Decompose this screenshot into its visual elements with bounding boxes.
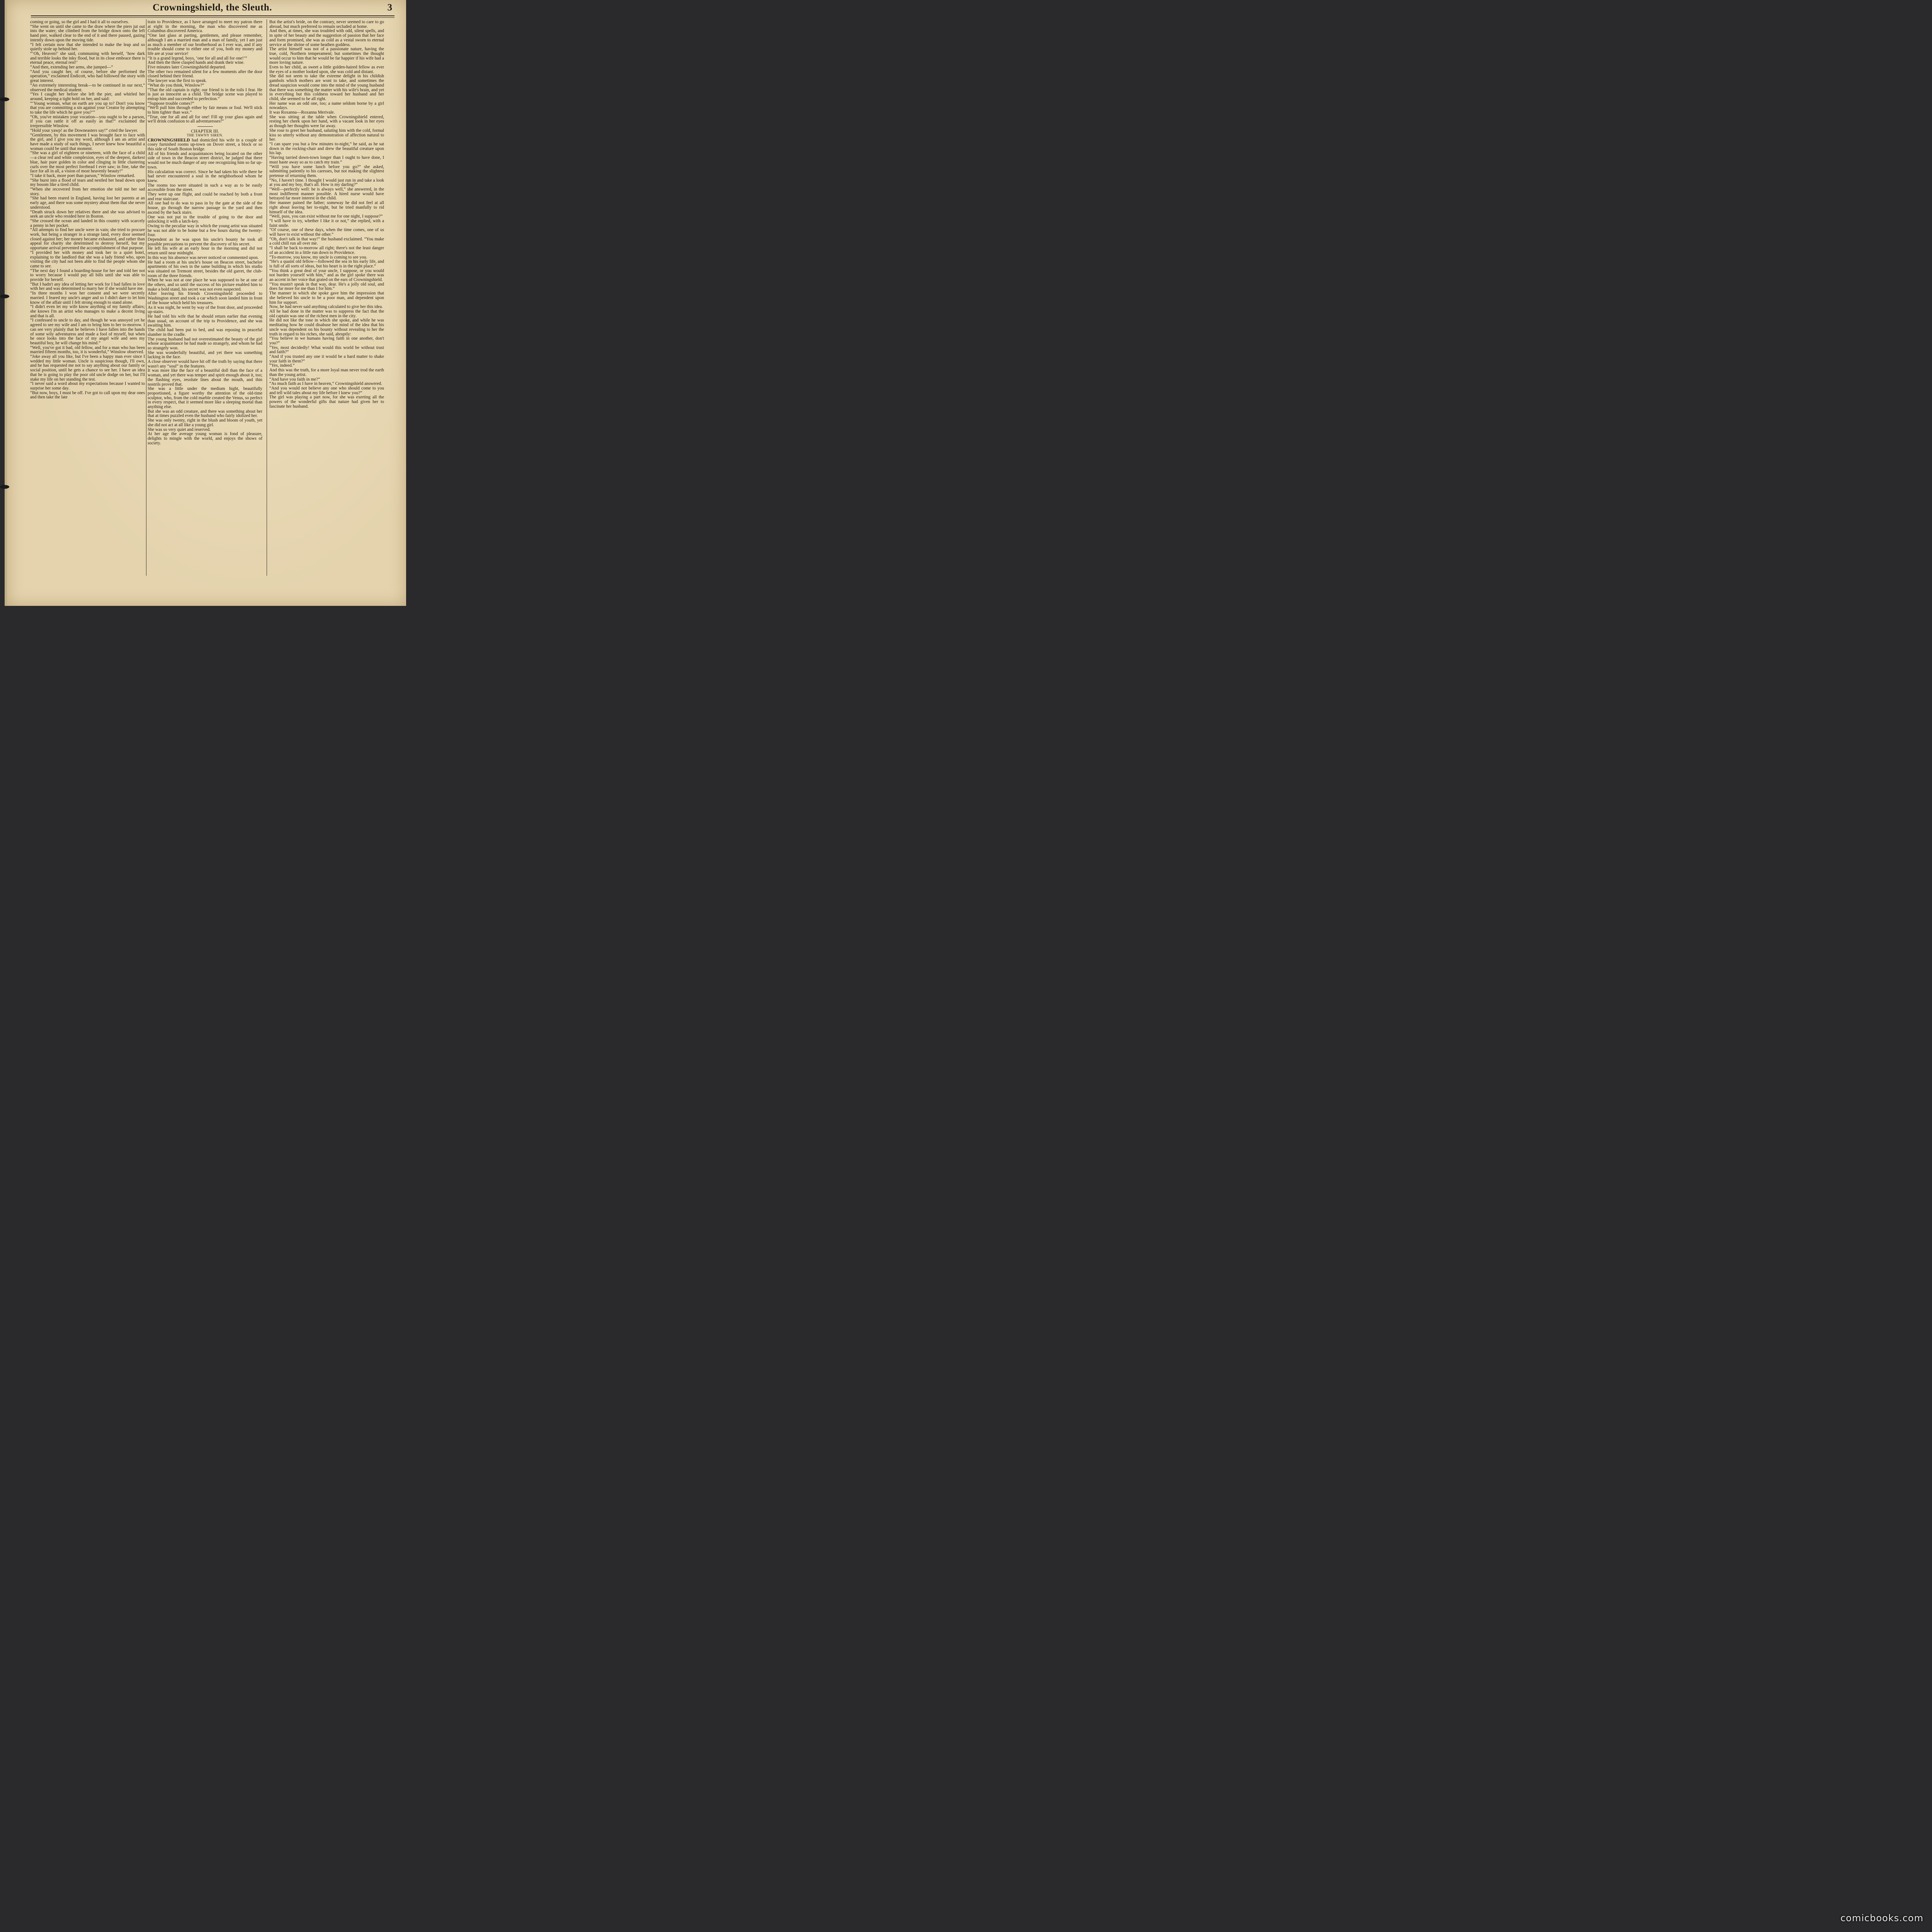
paragraph: coming or going, so the girl and I had it all to ourselves.	[30, 20, 129, 24]
paragraph: “As much faith as I have in heaven,” Crowningshield answered.	[269, 381, 382, 386]
paragraph: “Well, you've got it bad, old fellow, and for a man who has been married fifteen months, too, it is wonderful,” Winslow observed.	[30, 345, 145, 355]
paragraph: One was not put to the trouble of going to the door and unlocking it with a latch-key.	[148, 214, 262, 224]
paragraph: As it was night, he went by way of the front door, and proceeded up-stairs.	[148, 305, 262, 315]
paragraph: “She was a girl of eighteen or nineteen, with the face of a child—a clear red and white complexion, eyes of the deepest, darkest blue, hair pure golden in color and clinging in little clustering curls over the most perfect forehead I ever saw; in fine, take the face for all in all, a vision of most heavenly beauty!”	[30, 151, 145, 174]
paragraph: “Gentlemen, by this movement I was brought face to face with the girl, and I give you my word, although I am an artist and have made a study of such things, I never knew how beautiful a woman could be until that moment.	[30, 133, 145, 151]
paragraph: “And you caught her, of course, before she performed the operation,” exclaimed Endicott, who had followed the story with great interest.	[30, 69, 145, 83]
paragraph: But she was an odd creature, and there was something about her that at times puzzled even the husband who fairly idolized her.	[148, 409, 262, 418]
paragraph: And then the three clasped hands and drank their wine.	[148, 60, 245, 65]
paragraph: The lawyer was the first to speak.	[148, 78, 207, 83]
paragraph: Dependent as he was upon his uncle's bounty he took all possible precautions to prevent the discovery of his secret.	[148, 237, 262, 247]
paragraph: “Hold your yawp! as the Downeasters say!” cried the lawyer.	[30, 128, 138, 133]
paragraph: Her manner pained the father; someway he did not feel at all right about leaving her to-night, but he tried manfully to rid himself of the idea.	[269, 201, 384, 214]
paragraph: “Well—perfectly well: he is always well,” she answered, in the most indifferent manner possible. A hired nurse would have betrayed far more interest in the child.	[269, 187, 384, 201]
page-header	[30, 2, 395, 14]
paragraph: “You think a great deal of your uncle, I suppose, or you would not burden yourself with him,” and as the girl spoke there was an accent in her voice that grated on the ears of Crowningshield.	[269, 268, 384, 282]
paragraph: “Oh, don't talk in that way!” the husband exclaimed. “You make a cold chill run all over me.	[269, 236, 384, 246]
paragraph: “True, one for all and all for one! Fill up your glass again and we'll drink confusion to all adventuresses!”	[148, 114, 262, 124]
paragraph: He did not like the tone in which she spoke, and while he was meditating how he could disabuse her mind of the idea that his uncle was dependent on his bounty without revealing to her the truth in regard to his riches, she said, abruptly:	[269, 318, 384, 337]
paragraph: “‘Oh, Heaven!’ she said, communing with herself, ‘how dark and terrible looks the inky flood, but in its close embrace there is eternal peace, eternal rest!’	[30, 51, 145, 65]
paragraph: “Death struck down her relatives there and she was advised to seek an uncle who resided here in Boston.	[30, 209, 145, 219]
paragraph: “Yes, most decidedly! What would this world be without trust and faith?”	[269, 345, 384, 355]
first-paragraph-text: had domiciled his wife in a couple of cosey furnished rooms up-town on Dover street, a block or so this side of South Boston bridge.	[148, 138, 262, 151]
paragraph: Five minutes later Crowningshield departed.	[148, 65, 226, 70]
paragraph: “Joke away all you like, but I've been a happy man ever since I wedded my little woman. Uncle is suspicious though, I'll own, and he has requested me not to say anything about our family or social position, until he gets a chance to see her. I have an idea that he is going to play the poor old uncle dodge on her, but I'll stake my life on her standing the test.	[30, 354, 145, 382]
paragraph: “And you would not believe any one who should come to you and tell wild tales about my life before I knew you?”	[269, 386, 384, 395]
paragraph: Even to her child, as sweet a little golden-haired fellow as ever the eyes of a mother looked upon, she was cold and distant.	[269, 65, 384, 74]
paragraph: The artist himself was not of a passionate nature, having the true, cold, Northern temperament; but sometimes the thought would occur to him that he would be far happier if his wife had a more loving nature.	[269, 47, 384, 65]
paragraph: “‘Young woman, what on earth are you up to? Don't you know that you are committing a sin against your Creator by attempting to take the life which he gave you?’”	[30, 101, 145, 115]
paragraph: “No, I haven't time. I thought I would just run in and take a look at you and my boy, that's all. How is my darling?”	[269, 178, 384, 187]
paragraph: All of his friends and acquaintances being located on the other side of town in the Beacon street district, he judged that there would not be much danger of any one recognizing him so far up-town.	[148, 151, 262, 170]
paragraph: The manner in which she spoke gave him the impression that she believed his uncle to be a poor man, and dependent upon him for support.	[269, 291, 384, 305]
paragraph: “Will you have some lunch before you go?” she asked, submitting patiently to his caresses, but not making the slightest pretense of returning them.	[269, 164, 384, 178]
chapter-subtitle: THE TAWNY SIREN.	[187, 133, 223, 138]
paragraph: “It is a grand legend, boys, ‘one for all and all for one!’”	[148, 56, 247, 61]
paragraph: “One last glass at parting, gentlemen, and please remember, although I am a married man and a man of family, yet I am just as much a member of our brotherhood as I ever was, and if any trouble should come to either one of you, both my money and life are at your service!	[148, 33, 262, 56]
paragraph: All one had to do was to pass in by the gate at the side of the house, go through the narrow passage to the yard and then ascend by the back stairs.	[148, 201, 262, 215]
paragraph: “She went on until she came to the draw where the piers jut out into the water; she climbed from the bridge down onto the left hand pier, walked clear to the end of it and there paused, gazing intently down upon the moving tide.	[30, 24, 145, 43]
paragraph: “You believe in we humans having faith in one another, don't you?”	[269, 336, 384, 345]
paragraph: Her name was an odd one, too; a name seldom borne by a girl nowadays.	[269, 101, 384, 111]
chapter-first-paragraph	[148, 138, 262, 152]
paragraph: “She burst into a flood of tears and nestled her head down upon my bosom like a tired child.	[30, 178, 145, 187]
paragraph: She rose to greet her husband, saluting him with the cold, formal kiss so utterly without any demonstration of affection natural to her.	[269, 128, 384, 142]
paragraph: “I confessed to uncle to day, and though he was annoyed yet he agreed to see my wife and I am to bring him to her to-morrow. I can see very plainly that he believes I have fallen into the hands of some wily adventuress and made a fool of myself, but when he once looks into the face of my angel wife and sees my beautiful boy, he will change his mind.”	[30, 318, 145, 345]
paragraph: She did not seem to take the extreme delight in his childish gambols which mothers are wont to take, and sometimes the dread suspicion would come into the mind of the young husband that there was something the matter with his wife's brain, and yet in everything but this coldness toward her husband and her child, she seemed to be all right.	[269, 74, 384, 101]
binding-hole	[0, 97, 9, 101]
paragraph: “He's a quaint old fellow—followed the sea in his early life, and is full of all sorts of ideas, but his heart is in the right place.”	[269, 259, 384, 269]
paragraph: “But I hadn't any idea of letting her work for I had fallen in love with her and was determined to marry her if she would have me.	[30, 282, 145, 291]
column-3	[269, 20, 384, 573]
paragraph: “I provided her with money and took her to a quiet hotel, explaining to the landlord that she was a lady friend who, upon visiting the city had not been able to find the people whom she came to see.	[30, 250, 145, 269]
paragraph: “But now, boys, I must be off. I've got to call upon my dear ones and then take the late	[30, 390, 145, 400]
newspaper-page	[7, 0, 406, 606]
section-separator	[197, 126, 213, 127]
column-2-top	[148, 20, 262, 124]
paragraph: “I take it back, more poet than parson,” Winslow remarked.	[30, 173, 135, 178]
paragraph: He had told his wife that he should return earlier that evening than usual, on account of the trip to Providence, and she was awaiting him.	[148, 314, 262, 328]
paragraph: “Yes, indeed.”	[269, 363, 295, 368]
page-title: Crowningshield, the Sleuth.	[153, 2, 272, 13]
paragraph: When he was not at one place he was supposed to be at one of the others, and so until the success of his picture enabled him to make a bold stand, his secret was not even suspected.	[148, 278, 262, 292]
paragraph: It was more like the face of a beautiful doll than the face of a woman, and yet there was temper and spirit enough about it, too; the flashing eyes, resolute lines about the mouth, and thin nostrils proved that.	[148, 368, 262, 387]
paragraph: train to Providence, as I have arranged to meet my patron there at eight in the morning, the man who discovered me as Columbus discovered America.	[148, 20, 262, 34]
column-2	[148, 20, 262, 573]
paragraph: Owing to the peculiar way in which the young artist was situated he was not able to be home but a few hours during the twenty-four.	[148, 223, 262, 238]
column-2-bottom	[148, 152, 262, 446]
paragraph: All he had done in the matter was to suppress the fact that the old captain was one of the richest men in the city.	[269, 309, 384, 318]
paragraph: “That the old captain is right; our friend is in the toils I fear. He is just as innocent as a child. The bridge scene was played to entrap him and succeeded to perfection.”	[148, 87, 262, 101]
paragraph: A close observer would have hit off the truth by saying that there wasn't any “soul” in the features.	[148, 359, 262, 369]
watermark-text: comicbooks.com	[1840, 1913, 1923, 1923]
paragraph: “I will have to try, whether I like it or not,” she replied, with a faint smile.	[269, 218, 384, 228]
binding-hole	[0, 485, 9, 489]
paragraph: He had a room at his uncle's house on Beacon street, bachelor apartments of his own in the same building in which his studio was situated on Tremont street, besides the old garret, the club-room of the three friends.	[148, 260, 262, 278]
paragraph: But the artist's bride, on the contrary, never seemed to care to go abroad, but much preferred to remain secluded at home.	[269, 20, 384, 29]
paragraph: After leaving his friends Crowningshield proceeded to Washington street and took a car which soon landed him in front of the house which held his treasures.	[148, 291, 262, 305]
paragraph: “Suppose trouble comes?”	[148, 101, 194, 106]
paragraph: The girl was playing a part now, for she was exerting all the powers of the wonderful gifts that nature had given her to fascinate her husband.	[269, 395, 384, 409]
paragraph: “She had been reared in England, having lost her parents at an early age, and there was some mystery about them that she never understood.	[30, 196, 145, 210]
paragraph: “Well, puss, you can exist without me for one night, I suppose?”	[269, 214, 383, 219]
paragraph: The rooms too were situated in such a way as to be easily accessible from the street.	[148, 183, 262, 192]
paragraph: “When she recovered from her emotion she told me her sad story.	[30, 187, 145, 196]
paragraph: “The next day I found a boarding-house for her and told her not to worry because I would pay all bills until she was able to provide for herself.	[30, 268, 145, 282]
paragraph: He left his wife at an early hour in the morning and did not return until near midnight.	[148, 246, 262, 256]
drop-lead: CROWNINGSHIELD	[148, 138, 190, 143]
paragraph: The young husband had not overestimated the beauty of the girl whose acquaintance he had made so strangely, and whom he had so strangely won.	[148, 337, 262, 350]
paragraph: At her age the average young woman is fond of pleasure, delights to mingle with the world, and enjoys the shows of society.	[148, 432, 262, 446]
paragraph: She was wonderfully beautiful, and yet there was something lacking in the face.	[148, 350, 262, 360]
paragraph: She was only twenty, right in the blush and bloom of youth, yet she did not act at all like a young girl.	[148, 418, 262, 427]
paragraph: The child had been put to bed, and was reposing in peaceful slumber in the cradle.	[148, 328, 262, 337]
paragraph: “Having tarried down-town longer than I ought to have done, I must haste away so as to catch my train.”	[269, 155, 384, 165]
paragraph: “And then, extending her arms, she jumped—”	[30, 65, 113, 70]
paragraph: The other two remained silent for a few moments after the door closed behind their friend.	[148, 69, 262, 79]
paragraph: In this way his absence was never noticed or commented upon.	[148, 255, 259, 260]
paragraph: “All attempts to find her uncle were in vain; she tried to procure work, but being a stranger in a strange land, every door seemed closed against her; her money became exhausted, and rather than appeal for charity she determined to destroy herself, but my opportune arrival prevented the accomplishment of that purpose.	[30, 228, 145, 251]
paragraph: She was so very quiet and reserved.	[148, 427, 211, 432]
paragraph: “An extremely interesting break—to be continued in our next,” observed the medical student.	[30, 83, 145, 92]
paragraph: They were up one flight, and could be reached by both a front and rear staircase.	[148, 192, 262, 201]
paragraph: “Yes I caught her before she left the pier, and whirled her around, keeping a tight hold on her, and said:	[30, 92, 145, 101]
paragraph: “In three months I won her consent and we were secretly married. I feared my uncle's anger and so I didn't dare to let him know of the affair until I felt strong enough to stand alone.	[30, 291, 145, 305]
paragraph: Now, he had never said anything calculated to give her this idea.	[269, 304, 383, 310]
column-1	[30, 20, 145, 573]
paragraph: She was a little under the medium hight, beautifully proportioned, a figure worthy the attention of the old-time sculptor, who, from the cold marble created the Venus, so perfect in every respect, that it seemed more like a sleeping mortal than anything else.	[148, 386, 262, 410]
header-rule-thin	[31, 17, 395, 18]
paragraph: “I didn't even let my wife know anything of my family affairs; she knows I'm an artist who manages to make a decent living and that is all.	[30, 304, 145, 318]
paragraph: “And if you trusted any one it would be a hard matter to shake your faith in them?”	[269, 354, 384, 364]
paragraph: “I never said a word about my expectations because I wanted to surprise her some day.	[30, 381, 145, 391]
paragraph: And this was the truth, for a more loyal man never trod the earth than the young artist.	[269, 368, 384, 377]
paragraph: “To-morrow, you know, my uncle is coming to see you.	[269, 255, 367, 260]
paragraph: “What do you think, Winslow?”	[148, 83, 204, 88]
paragraph: His calculation was correct. Since he had taken his wife there he had never encountered a soul in the neighborhood whom he knew.	[148, 169, 262, 183]
paragraph: “Oh, you've mistaken your vocation—you ought to be a parson, if you can rattle it off as easily as that!” exclaimed the irrepressible Winslow.	[30, 114, 145, 129]
paragraph: She was sitting at the table when Crowningshield entered, resting her cheek upon her hand, with a vacant look in her eyes as though her thoughts were far away.	[269, 114, 384, 129]
paragraph: It was Roxanna—Roxanna Merivale.	[269, 110, 335, 115]
header-rule	[31, 15, 395, 16]
paragraph: “I can spare you but a few minutes to-night,” he said, as he sat down in the rocking-chair and drew the beautiful creature upon his lap.	[269, 141, 384, 156]
chapter-heading: CHAPTER III.	[191, 128, 219, 134]
paragraph: “I shall be back to-morrow all right; there's not the least danger of an accident in a little run down to Providence.	[269, 246, 384, 255]
paragraph: “I felt certain now that she intended to make the leap and so quietly stole up behind her.	[30, 42, 145, 52]
paragraph: “You mustn't speak in that way, dear. He's a jolly old soul, and does far more for me than I for him.”	[269, 282, 384, 291]
paragraph: “And have you faith in me?”	[269, 377, 320, 382]
page-number: 3	[387, 2, 392, 13]
binding-hole	[0, 294, 9, 298]
paragraph: And then, at times, she was troubled with odd, silent spells, and in spite of her beauty and the suggestion of passion that her face and form promised, she was as cold as a vestal sworn to eternal service at the shrine of some heathen goddess.	[269, 29, 384, 47]
paragraph: “Of course, one of these days, when the time comes, one of us will have to exist without the other.”	[269, 228, 384, 237]
paragraph: “We'll pull him through either by fair means or foul. We'll stick to him tighter than wax.”	[148, 105, 262, 115]
paragraph: “She crossed the ocean and landed in this country with scarcely a penny in her pocket.	[30, 218, 145, 228]
